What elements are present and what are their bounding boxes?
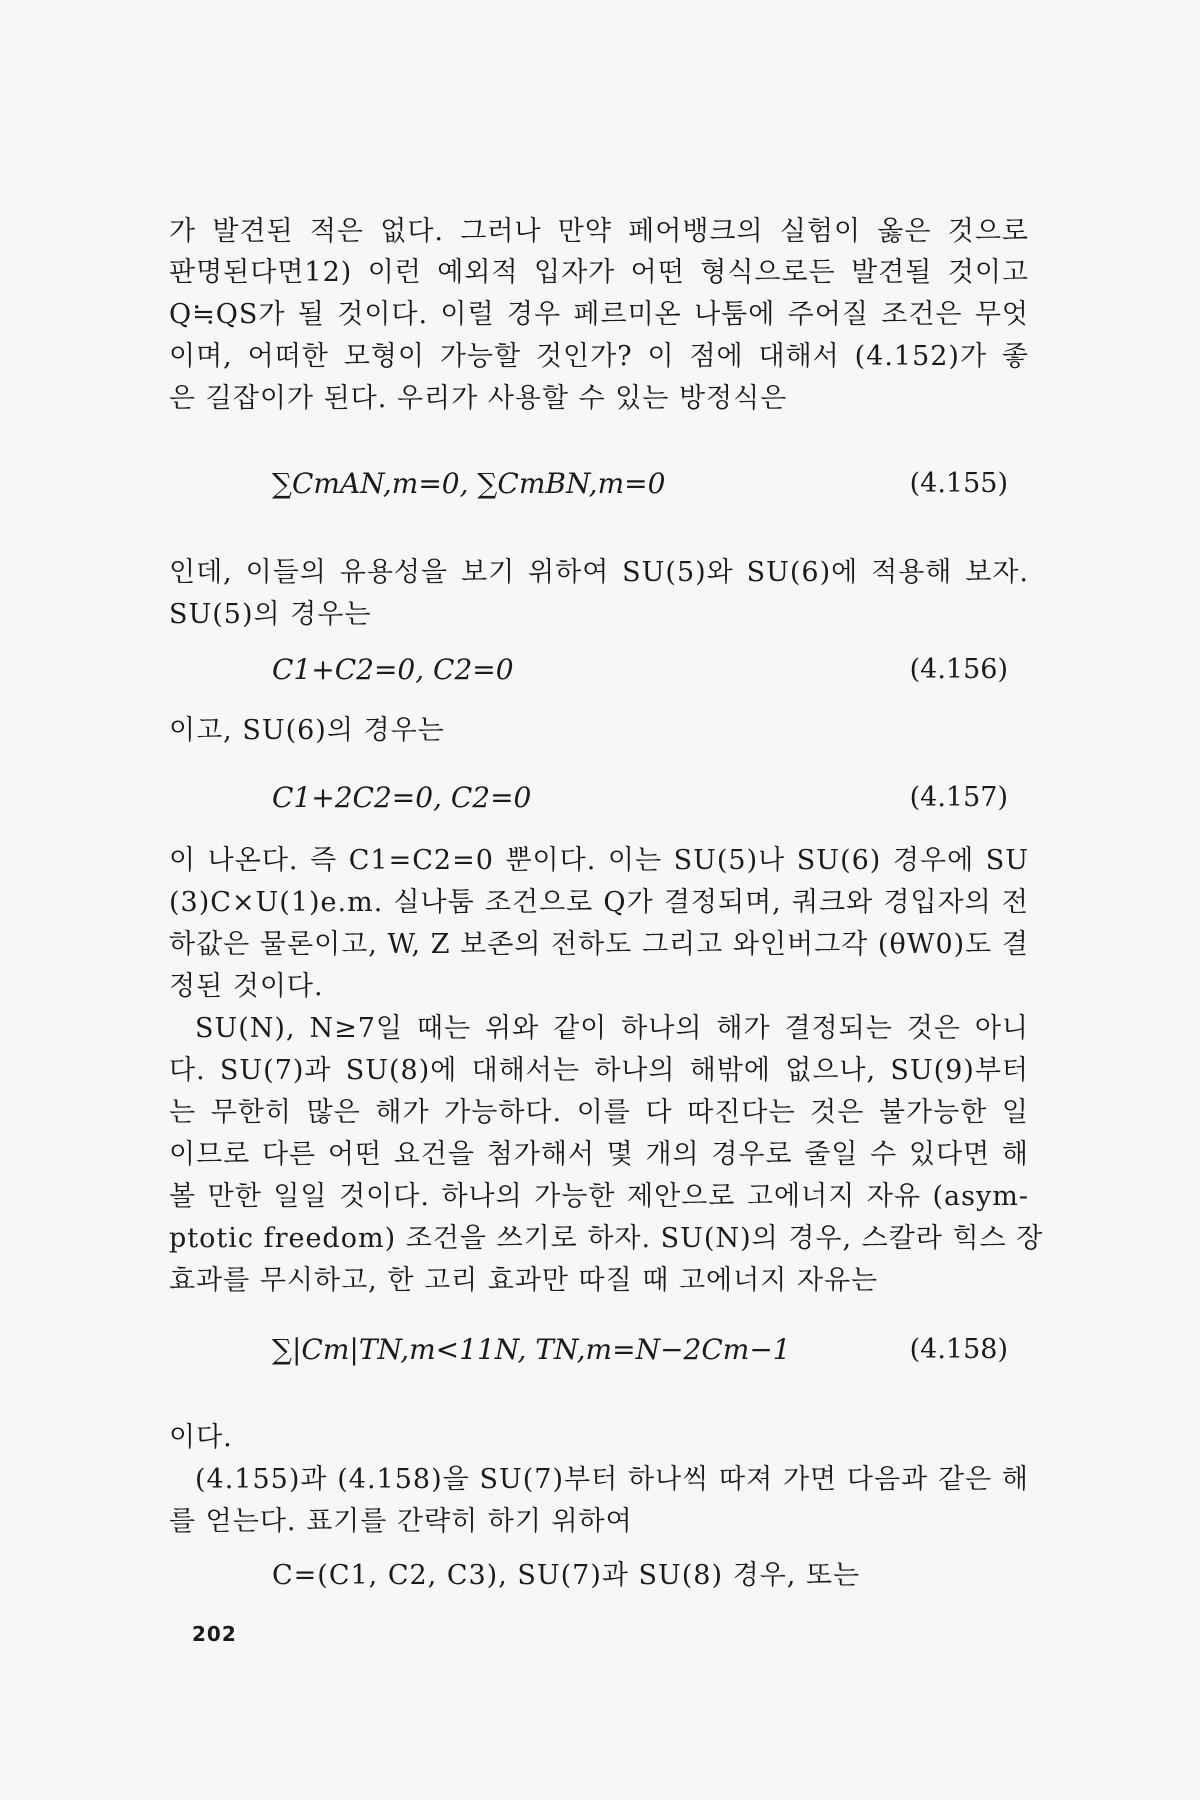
- equation-number: (4.158): [909, 1334, 1008, 1365]
- text-line: Q≒QS가 될 것이다. 이럴 경우 페르미온 나툼에 주어질 조건은 무엇: [169, 299, 1029, 330]
- text-line: 볼 만한 일일 것이다. 하나의 가능한 제안으로 고에너지 자유 (asym-: [169, 1181, 1029, 1212]
- text-line: 효과를 무시하고, 한 고리 효과만 따질 때 고에너지 자유는: [169, 1265, 879, 1296]
- text-line: 가 발견된 적은 없다. 그러나 만약 페어뱅크의 실험이 옳은 것으로: [169, 216, 1029, 247]
- text-line: 다. SU(7)과 SU(8)에 대해서는 하나의 해밖에 없으나, SU(9)부터: [169, 1055, 1029, 1086]
- text-line: (4.155)과 (4.158)을 SU(7)부터 하나씩 따져 가면 다음과 같은 해: [195, 1464, 1029, 1495]
- text-line: 인데, 이들의 유용성을 보기 위하여 SU(5)와 SU(6)에 적용해 보자.: [169, 557, 1029, 588]
- equation-4-157: C1+2C2=0, C2=0: [272, 781, 532, 814]
- text-line: 이며, 어떠한 모형이 가능할 것인가? 이 점에 대해서 (4.152)가 좋: [169, 341, 1029, 372]
- equation-4-156: C1+C2=0, C2=0: [272, 653, 514, 686]
- equation-number: (4.156): [909, 654, 1008, 685]
- text-line: 하값은 물론이고, W, Z 보존의 전하도 그리고 와인버그각 (θW0)도 결: [169, 929, 1029, 960]
- text-line: 이고, SU(6)의 경우는: [169, 715, 445, 746]
- equation-number: (4.157): [909, 782, 1008, 813]
- equation-number: (4.155): [909, 468, 1008, 499]
- text-line: 은 길잡이가 된다. 우리가 사용할 수 있는 방정식은: [169, 383, 788, 414]
- text-line: 는 무한히 많은 해가 가능하다. 이를 다 따진다는 것은 불가능한 일: [169, 1097, 1029, 1128]
- equation-4-158: ∑|Cm|TN,m<11N, TN,m=N−2Cm−1: [272, 1333, 791, 1366]
- text-line: 이 나온다. 즉 C1=C2=0 뿐이다. 이는 SU(5)나 SU(6) 경우에 SU: [169, 845, 1029, 876]
- text-line: 판명된다면12) 이런 예외적 입자가 어떤 형식으로든 발견될 것이고: [169, 257, 1029, 288]
- text-line: C=(C1, C2, C3), SU(7)과 SU(8) 경우, 또는: [272, 1560, 861, 1591]
- text-line: 이다.: [169, 1422, 233, 1453]
- page-number: 202: [192, 1622, 237, 1646]
- text-line: 를 얻는다. 표기를 간략히 하기 위하여: [169, 1506, 633, 1537]
- text-line: 정된 것이다.: [169, 971, 324, 1002]
- text-line: (3)C×U(1)e.m. 실나툼 조건으로 Q가 결정되며, 쿼크와 경입자의 전: [169, 887, 1029, 918]
- text-line: SU(N), N≥7일 때는 위와 같이 하나의 해가 결정되는 것은 아니: [195, 1013, 1029, 1044]
- text-line: SU(5)의 경우는: [169, 599, 372, 630]
- text-line: ptotic freedom) 조건을 쓰기로 하자. SU(N)의 경우, 스칼라 힉스 장: [169, 1223, 1044, 1254]
- equation-4-155: ∑CmAN,m=0, ∑CmBN,m=0: [272, 467, 666, 500]
- text-line: 이므로 다른 어떤 요건을 첨가해서 몇 개의 경우로 줄일 수 있다면 해: [169, 1139, 1029, 1170]
